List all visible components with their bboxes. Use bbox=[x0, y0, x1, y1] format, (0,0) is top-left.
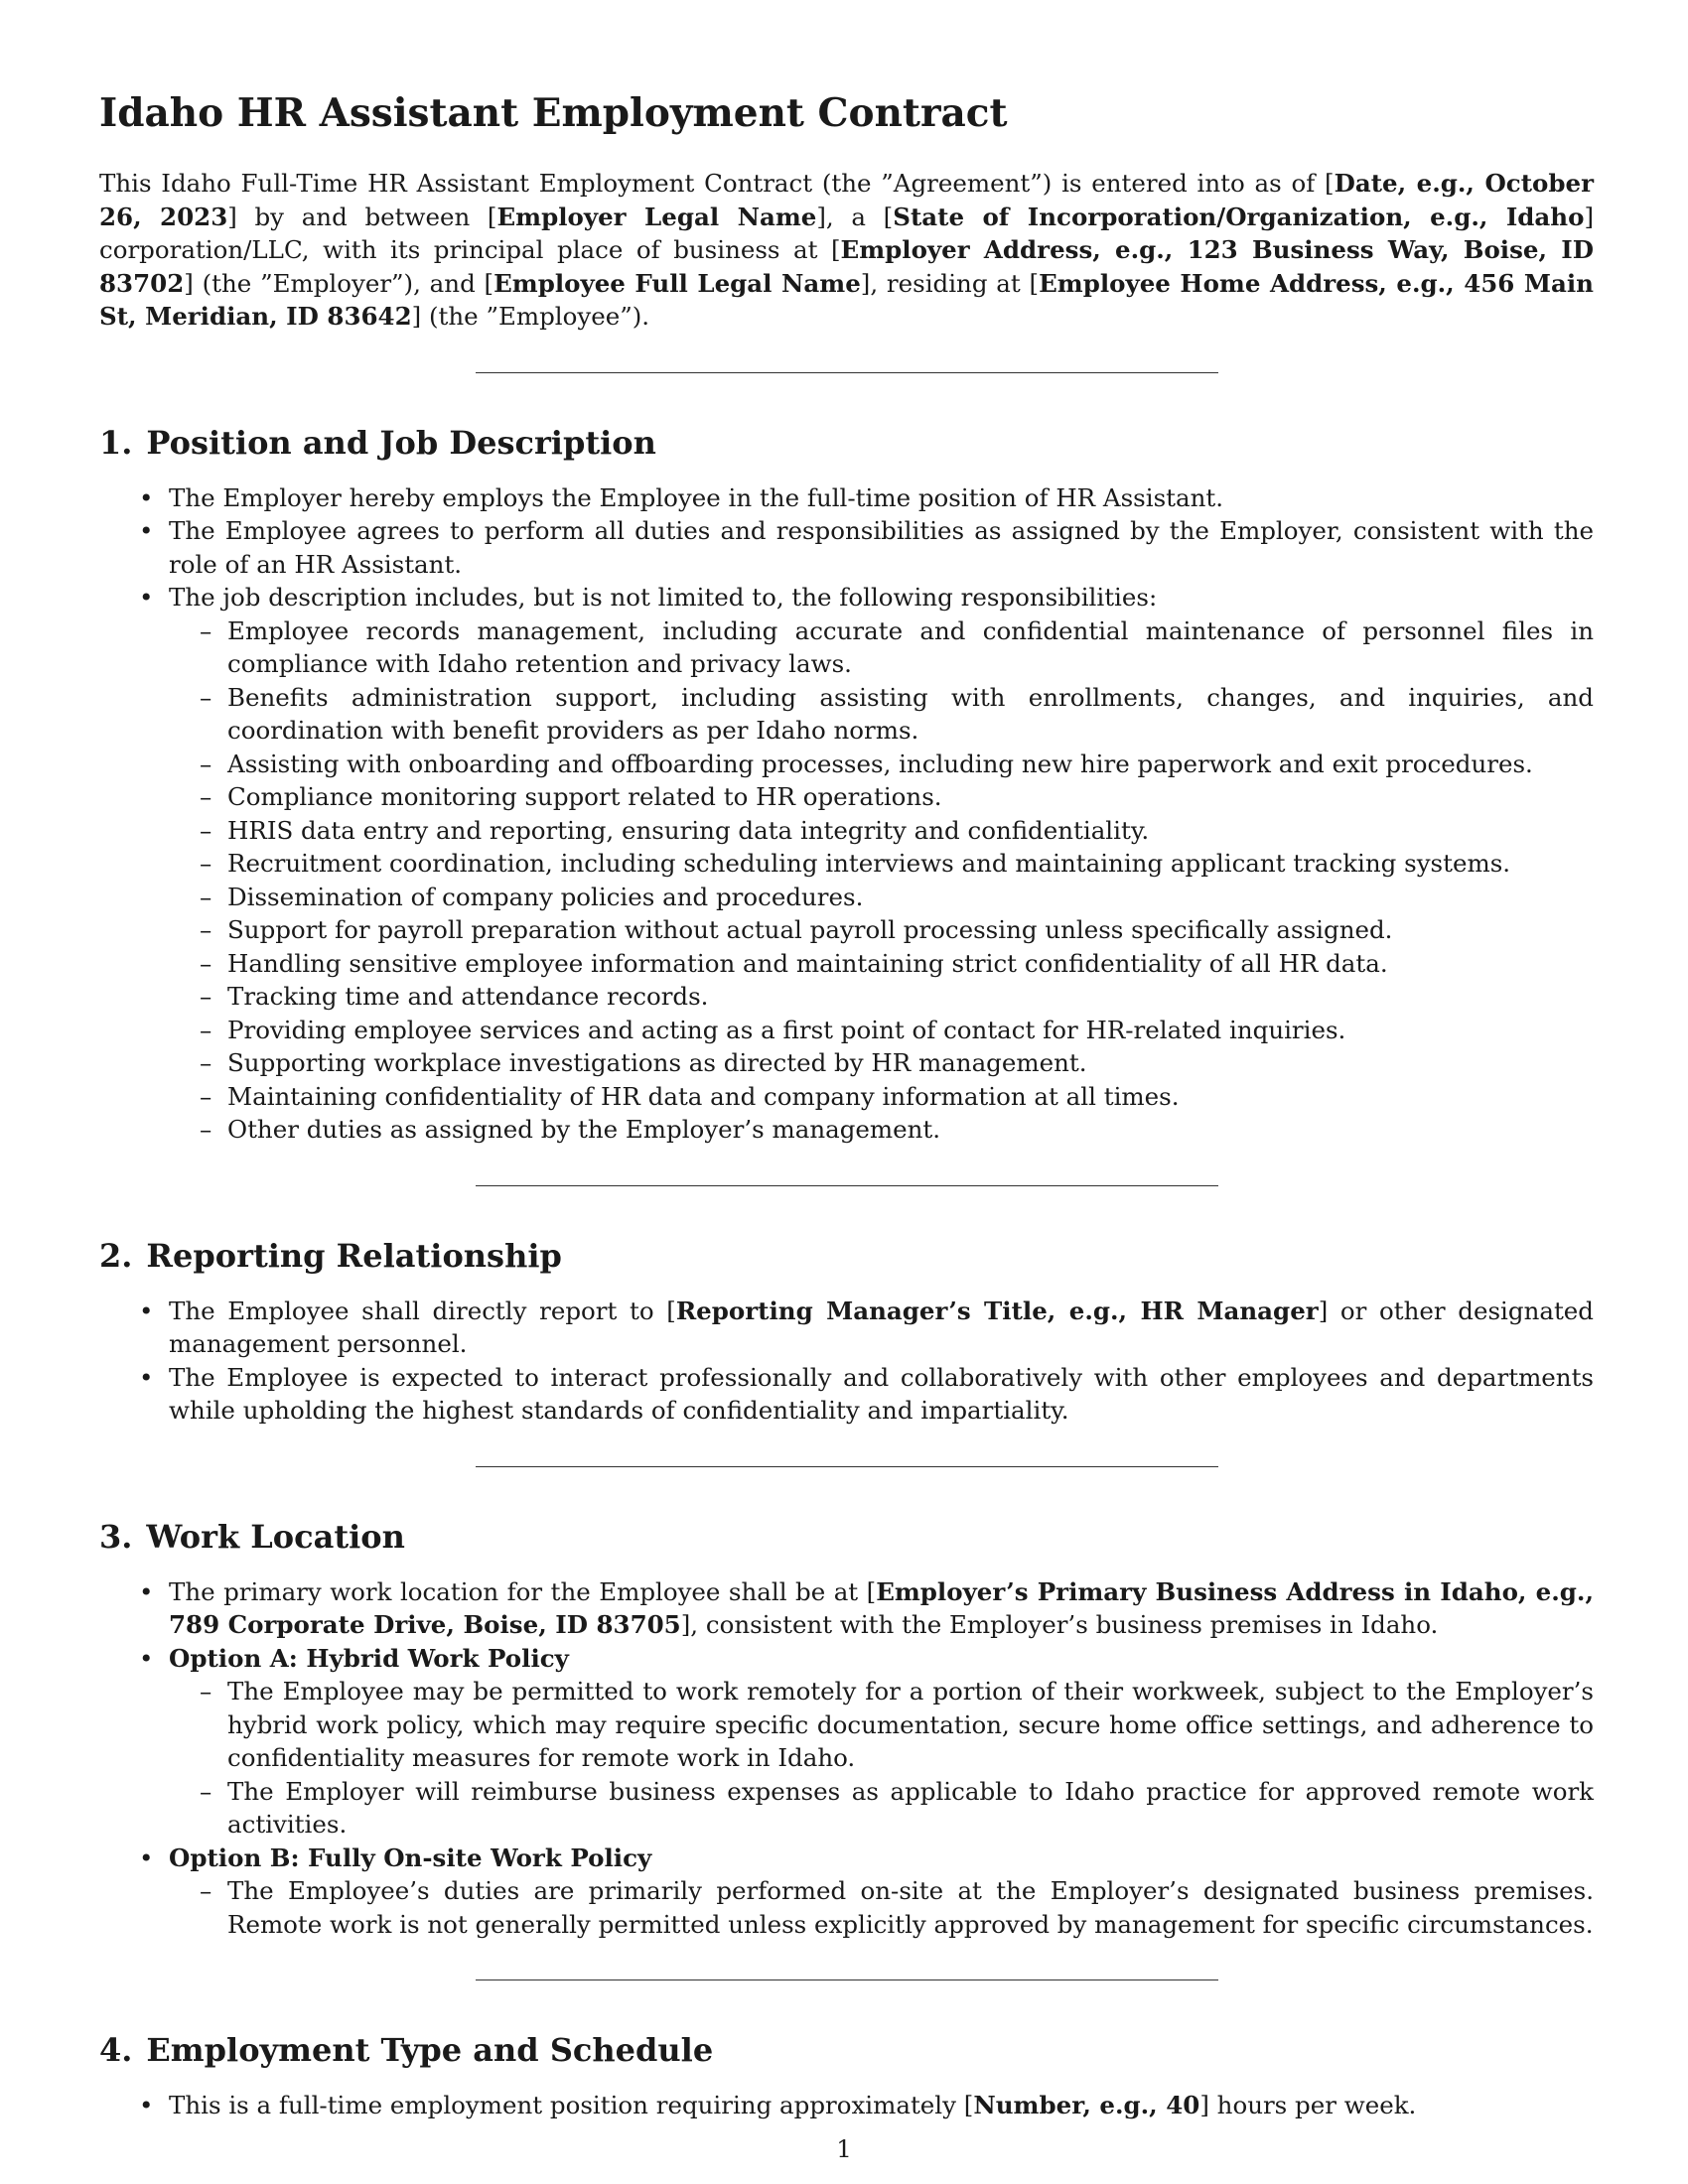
intro-text: ] (the ”Employer”), and [ bbox=[184, 268, 494, 298]
bullet-list bbox=[99, 1575, 1594, 1942]
list-item-text: ] hours per week. bbox=[1199, 2091, 1417, 2119]
manager-title-placeholder: Reporting Manager’s Title, e.g., HR Manager bbox=[675, 1296, 1319, 1325]
list-item bbox=[99, 2089, 1594, 2122]
state-placeholder: State of Incorporation/Organization, e.g., Idaho bbox=[893, 202, 1585, 231]
bullet-list bbox=[99, 1295, 1594, 1428]
option-a-list bbox=[169, 1675, 1594, 1842]
option-item: – The Employee may be permitted to work remotely for a portion of their workweek, subject to the Employer’s hybrid work policy, which may require specific documentation, secure home office settings, and adherence to confidentiality measures for remote work in Idaho. bbox=[169, 1675, 1594, 1775]
list-item: • The Employee agrees to perform all duties and responsibilities as assigned by the Employer, consistent with the role of an HR Assistant. bbox=[99, 514, 1594, 581]
list-item-text: ] or other designated management personnel. bbox=[169, 1296, 1594, 1358]
duty-item: – Other duties as assigned by the Employer’s management. bbox=[169, 1113, 1594, 1147]
section-reporting bbox=[99, 1233, 1594, 1428]
section-heading bbox=[99, 2027, 1594, 2073]
employee-name-placeholder: Employee Full Legal Name bbox=[493, 268, 861, 298]
section-work-location bbox=[99, 1514, 1594, 1942]
section-number: 3. bbox=[99, 1517, 133, 1556]
list-item bbox=[99, 1842, 1594, 1942]
duty-item: – Supporting workplace investigations as directed by HR management. bbox=[169, 1046, 1594, 1080]
intro-text: ], a [ bbox=[816, 202, 894, 231]
duty-item: – Assisting with onboarding and offboarding processes, including new hire paperwork and exit procedures. bbox=[169, 748, 1594, 781]
section-title: Reporting Relationship bbox=[146, 1236, 562, 1275]
duties-list bbox=[169, 614, 1594, 1147]
employee-address-placeholder: Employee Home Address, e.g., 456 Main St, Meridian, ID 83642 bbox=[99, 268, 1594, 331]
option-b-list bbox=[169, 1874, 1594, 1941]
duty-item: – Employee records management, including accurate and confidential maintenance of personnel files in compliance with Idaho retention and privacy laws. bbox=[169, 614, 1594, 681]
page-number: 1 bbox=[836, 2134, 852, 2163]
section-title: Position and Job Description bbox=[146, 423, 656, 462]
work-address-placeholder: Employer’s Primary Business Address in Idaho, e.g., 789 Corporate Drive, Boise, ID 83705 bbox=[169, 1576, 1594, 1639]
duty-item: – Providing employee services and acting as a first point of contact for HR-related inquiries. bbox=[169, 1014, 1594, 1047]
list-item-text: The primary work location for the Employee shall be at [ bbox=[169, 1576, 877, 1606]
duty-item: – Maintaining confidentiality of HR data and company information at all times. bbox=[169, 1080, 1594, 1114]
option-b-heading: Option B: Fully On-site Work Policy bbox=[169, 1843, 652, 1872]
intro-text: ], residing at [ bbox=[860, 268, 1040, 298]
section-divider bbox=[476, 372, 1218, 373]
bullet-list bbox=[99, 2089, 1594, 2122]
intro-text: ] (the ”Employee”). bbox=[411, 302, 650, 331]
list-item bbox=[99, 581, 1594, 1147]
section-divider bbox=[476, 1979, 1218, 1980]
section-number: 2. bbox=[99, 1236, 133, 1275]
bullet-list bbox=[99, 481, 1594, 1147]
section-heading bbox=[99, 1233, 1594, 1279]
list-item: • The Employee is expected to interact professionally and collaboratively with other employees and departments while upholding the highest standards of confidentiality and impartiality. bbox=[99, 1361, 1594, 1428]
intro-paragraph bbox=[99, 167, 1594, 334]
duty-item: – Benefits administration support, including assisting with enrollments, changes, and inquiries, and coordination with benefit providers as per Idaho norms. bbox=[169, 681, 1594, 748]
intro-text: ] by and between [ bbox=[227, 202, 497, 231]
section-number: 4. bbox=[99, 2031, 133, 2069]
option-a-heading: Option A: Hybrid Work Policy bbox=[169, 1643, 569, 1673]
duty-item: – Handling sensitive employee information and maintaining strict confidentiality of all HR data. bbox=[169, 947, 1594, 981]
duty-item: – HRIS data entry and reporting, ensuring data integrity and confidentiality. bbox=[169, 814, 1594, 848]
duty-item: – Support for payroll preparation without actual payroll processing unless specifically assigned. bbox=[169, 913, 1594, 947]
section-heading bbox=[99, 1514, 1594, 1560]
duty-item: – Tracking time and attendance records. bbox=[169, 980, 1594, 1014]
list-item-text: The Employee shall directly report to [ bbox=[169, 1296, 676, 1325]
section-position bbox=[99, 420, 1594, 1147]
document-page bbox=[99, 85, 1594, 2122]
section-title: Work Location bbox=[146, 1517, 405, 1556]
duty-item: – Compliance monitoring support related to HR operations. bbox=[169, 780, 1594, 814]
section-title: Employment Type and Schedule bbox=[146, 2031, 714, 2069]
employer-name-placeholder: Employer Legal Name bbox=[496, 202, 817, 231]
hours-placeholder: Number, e.g., 40 bbox=[973, 2091, 1200, 2119]
duty-item: – Recruitment coordination, including scheduling interviews and maintaining applicant tracking systems. bbox=[169, 847, 1594, 881]
intro-text: This Idaho Full-Time HR Assistant Employment Contract (the ”Agreement”) is entered into as of [ bbox=[99, 169, 1335, 198]
option-item: – The Employee’s duties are primarily performed on-site at the Employer’s designated business premises. Remote work is not generally permitted unless explicitly approved by management for specific circumstances. bbox=[169, 1874, 1594, 1941]
section-divider bbox=[476, 1466, 1218, 1467]
list-item bbox=[99, 1642, 1594, 1842]
list-item-text: The job description includes, but is not limited to, the following responsibilities: bbox=[169, 583, 1158, 612]
duty-item: – Dissemination of company policies and procedures. bbox=[169, 881, 1594, 914]
list-item bbox=[99, 1575, 1594, 1642]
document-title: Idaho HR Assistant Employment Contract bbox=[99, 90, 1008, 136]
section-divider bbox=[476, 1185, 1218, 1186]
intro-text: ] corporation/LLC, with its principal place of business at [ bbox=[99, 202, 1595, 264]
section-heading bbox=[99, 420, 1594, 466]
list-item-text: ], consistent with the Employer’s business premises in Idaho. bbox=[680, 1610, 1439, 1639]
list-item-text: This is a full-time employment position requiring approximately [ bbox=[169, 2091, 974, 2119]
option-item: – The Employer will reimburse business expenses as applicable to Idaho practice for approved remote work activities. bbox=[169, 1775, 1594, 1842]
section-number: 1. bbox=[99, 423, 133, 462]
employer-address-placeholder: Employer Address, e.g., 123 Business Way, Boise, ID 83702 bbox=[99, 235, 1594, 298]
date-placeholder: Date, e.g., October 26, 2023 bbox=[99, 169, 1595, 231]
section-employment-type bbox=[99, 2027, 1594, 2122]
list-item: • The Employer hereby employs the Employee in the full-time position of HR Assistant. bbox=[99, 481, 1594, 515]
list-item bbox=[99, 1295, 1594, 1361]
